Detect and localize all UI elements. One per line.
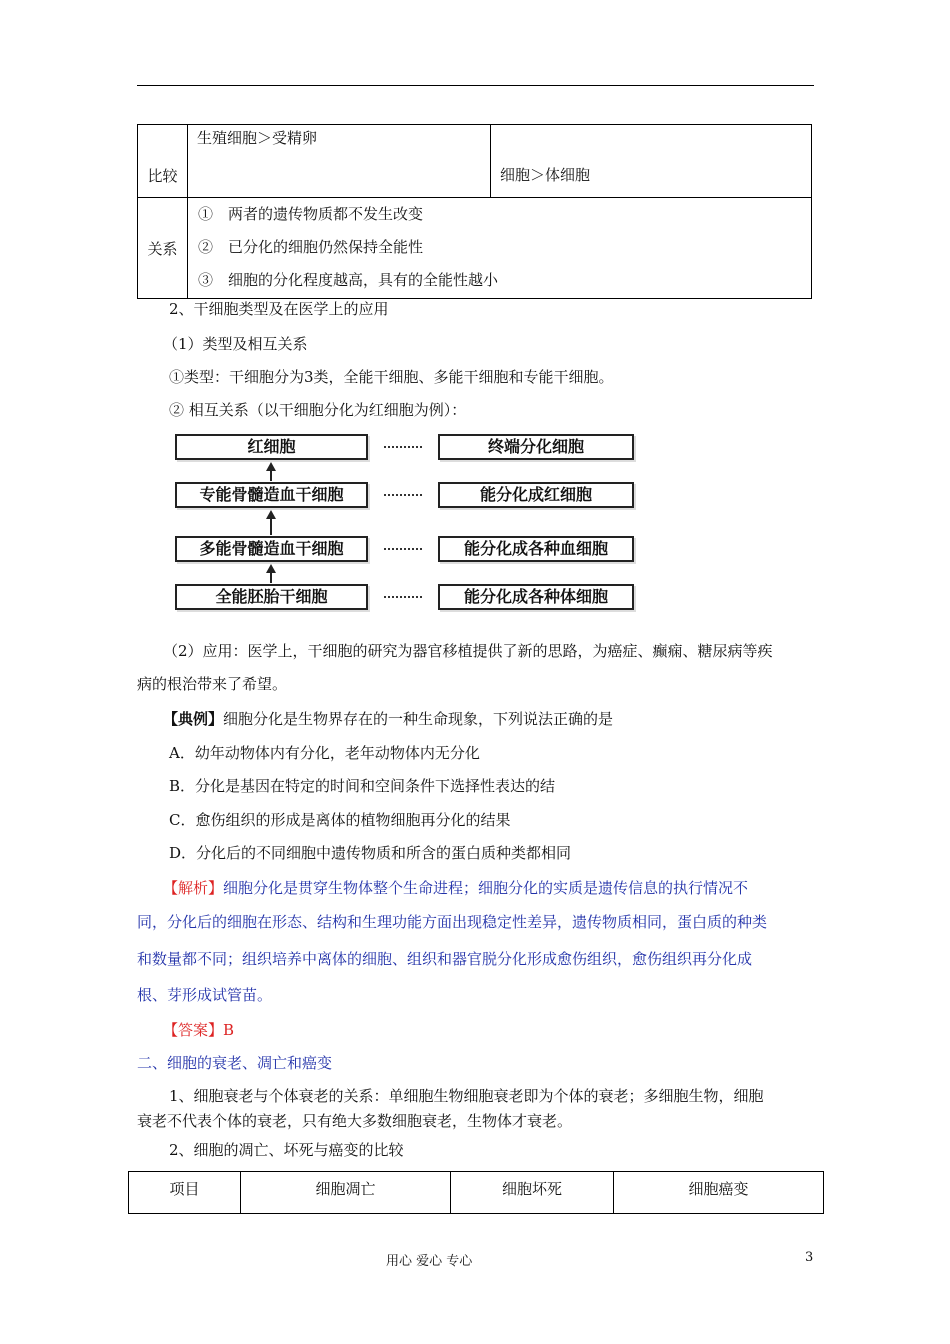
types-text: ①类型：干细胞分为3类，全能干细胞、多能干细胞和专能干细胞。 bbox=[169, 368, 614, 386]
example-tag: 【典例】 bbox=[163, 710, 224, 728]
option-item: A．幼年动物体内有分化，老年动物体内无分化 bbox=[169, 744, 480, 762]
application-line: 病的根治带来了希望。 bbox=[137, 675, 288, 693]
analysis-tag: 【解析】 bbox=[163, 879, 224, 897]
option-item: D．分化后的不同细胞中遗传物质和所含的蛋白质种类都相同 bbox=[169, 844, 572, 862]
table-header-cell: 细胞癌变 bbox=[614, 1172, 824, 1214]
compare-cell-left: 生殖细胞＞受精卵 bbox=[188, 125, 491, 198]
option-item: C．愈伤组织的形成是离体的植物细胞再分化的结果 bbox=[169, 811, 511, 829]
compare-cell-right: 细胞＞体细胞 bbox=[491, 125, 812, 198]
dotted-connector bbox=[384, 596, 422, 598]
diagram-box-right: 能分化成红细胞 bbox=[438, 482, 634, 508]
footer-text: 用心 爱心 专心 bbox=[386, 1254, 473, 1269]
diagram-box-left: 全能胚胎干细胞 bbox=[175, 584, 368, 610]
diagram-box-right: 能分化成各种体细胞 bbox=[438, 584, 634, 610]
section-heading: 二、细胞的衰老、凋亡和癌变 bbox=[137, 1054, 333, 1072]
analysis-line: 【解析】细胞分化是贯穿生物体整个生命进程；细胞分化的实质是遗传信息的执行情况不 bbox=[163, 879, 749, 897]
up-arrow-icon bbox=[270, 518, 272, 535]
page-number: 3 bbox=[805, 1250, 814, 1265]
subsection-title: （1）类型及相互关系 bbox=[163, 335, 308, 353]
diagram-box-right: 能分化成各种血细胞 bbox=[438, 536, 634, 562]
up-arrow-icon bbox=[270, 572, 272, 583]
cell-fate-comparison-table bbox=[128, 1171, 824, 1214]
compare-title: 2、细胞的凋亡、坏死与癌变的比较 bbox=[169, 1141, 404, 1159]
table-header-cell: 细胞凋亡 bbox=[241, 1172, 451, 1214]
answer-value: B bbox=[223, 1021, 235, 1039]
comparison-table bbox=[137, 124, 812, 299]
analysis-line: 和数量都不同；组织培养中离体的细胞、组织和器官脱分化形成愈伤组织，愈伤组织再分化成 bbox=[137, 950, 753, 968]
row-label-relation: 关系 bbox=[138, 198, 188, 299]
dotted-connector bbox=[384, 446, 422, 448]
section-title: 2、干细胞类型及在医学上的应用 bbox=[169, 300, 389, 318]
table-header-cell: 细胞坏死 bbox=[451, 1172, 614, 1214]
up-arrow-icon bbox=[270, 470, 272, 481]
relation-item: ③ 细胞的分化程度越高，具有的全能性越小 bbox=[198, 271, 499, 289]
relation-item: ② 已分化的细胞仍然保持全能性 bbox=[198, 238, 424, 256]
aging-line: 衰老不代表个体的衰老，只有绝大多数细胞衰老，生物体才衰老。 bbox=[137, 1112, 573, 1130]
analysis-line: 根、芽形成试管苗。 bbox=[137, 986, 273, 1004]
diagram-box-left: 红细胞 bbox=[175, 434, 368, 460]
example-text: 细胞分化是生物界存在的一种生命现象，下列说法正确的是 bbox=[223, 710, 614, 728]
answer bbox=[163, 1019, 234, 1040]
example-question bbox=[163, 708, 613, 729]
aging-line: 1、细胞衰老与个体衰老的关系：单细胞生物细胞衰老即为个体的衰老；多细胞生物，细胞 bbox=[169, 1087, 764, 1105]
answer-tag: 【答案】 bbox=[163, 1021, 224, 1039]
application-line: （2）应用：医学上，干细胞的研究为器官移植提供了新的思路，为癌症、癫痫、糖尿病等疾 bbox=[163, 642, 773, 660]
dotted-connector bbox=[384, 494, 422, 496]
diagram-box-left: 专能骨髓造血干细胞 bbox=[175, 482, 368, 508]
analysis-line: 同，分化后的细胞在形态、结构和生理功能方面出现稳定性差异，遗传物质相同，蛋白质的种类 bbox=[137, 913, 768, 931]
header-rule bbox=[137, 85, 814, 86]
relation-text: ② 相互关系（以干细胞分化为红细胞为例）： bbox=[169, 401, 467, 419]
stem-cell-diagram bbox=[170, 432, 640, 612]
relation-cell bbox=[188, 198, 812, 299]
relation-item: ① 两者的遗传物质都不发生改变 bbox=[198, 205, 424, 223]
option-item: B．分化是基因在特定的时间和空间条件下选择性表达的结 bbox=[169, 777, 556, 795]
diagram-box-right: 终端分化细胞 bbox=[438, 434, 634, 460]
dotted-connector bbox=[384, 548, 422, 550]
table-header-cell: 项目 bbox=[129, 1172, 241, 1214]
row-label-compare: 比较 bbox=[138, 125, 188, 198]
diagram-box-left: 多能骨髓造血干细胞 bbox=[175, 536, 368, 562]
